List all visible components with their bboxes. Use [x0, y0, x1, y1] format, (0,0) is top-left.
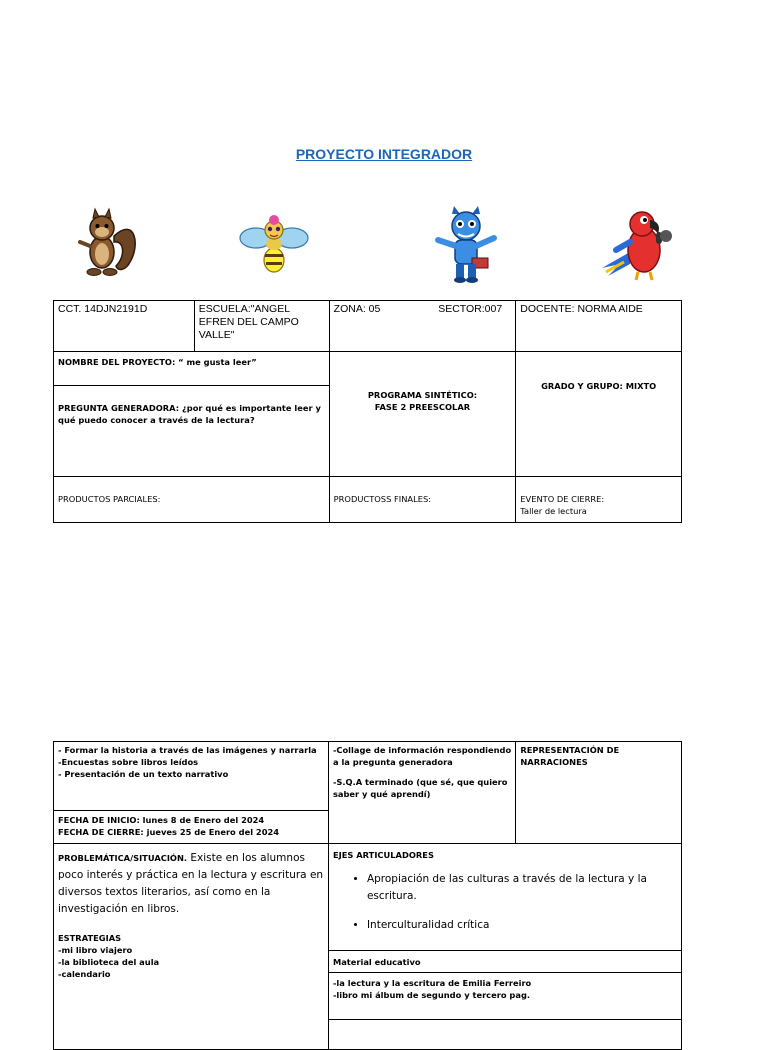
programa-line2: FASE 2 PREESCOLAR [374, 402, 471, 412]
problematica-label: PROBLEMÁTICA/SITUACIÓN. [58, 853, 188, 863]
material-educativo-list [328, 973, 681, 1020]
project-header-table [53, 300, 682, 523]
productos-parciales-list [54, 742, 329, 811]
nombre-proyecto-label: NOMBRE DEL PROYECTO: [58, 357, 176, 367]
list-item: -la lectura y la escritura de Emilia Ferreiro [332, 978, 532, 988]
list-item: -Encuestas sobre libros leídos [58, 757, 199, 767]
evento-cierre-value: Taller de lectura [520, 506, 587, 516]
list-item: -Collage de información respondiendo a la pregunta generadora [332, 745, 512, 767]
list-item: • Apropiación de las culturas a través de la lectura y la escritura. [367, 871, 677, 905]
productos-finales-list [328, 742, 515, 844]
escuela-cell: ESCUELA:"ANGEL EFREN DEL CAMPO VALLE" [194, 301, 329, 352]
bee-icon [238, 210, 310, 276]
productos-finales-cell: PRODUCTOSS FINALES: [329, 477, 516, 523]
programa-line1: PROGRAMA SINTÉTICO: [367, 390, 478, 400]
list-item: - Formar la historia a través de las imágenes y narrarla [58, 745, 317, 755]
docente-cell: DOCENTE: NORMA AIDE [516, 301, 682, 352]
empty-cell [328, 1020, 681, 1050]
blue-monster-icon [434, 206, 498, 284]
list-item: -S.Q.A terminado (que sé, que quiero saber y qué aprendí) [332, 777, 508, 799]
representacion-cell: REPRESENTACIÓN DE NARRACIONES [516, 742, 682, 844]
productos-parciales-cell: PRODUCTOS PARCIALES: [54, 477, 330, 523]
project-details-table [53, 741, 682, 1050]
page-title: PROYECTO INTEGRADOR [295, 146, 473, 162]
fechas-cell [54, 811, 329, 844]
list-item: -la biblioteca del aula [58, 957, 160, 967]
programa-cell [329, 352, 516, 477]
nombre-proyecto-value: “ me gusta leer” [178, 357, 257, 367]
pregunta-generadora-cell: PREGUNTA GENERADORA: ¿por qué es importante leer y qué puedo conocer a través de la lectura? [54, 386, 330, 477]
list-item: - Presentación de un texto narrativo [58, 769, 229, 779]
evento-cierre-label: EVENTO DE CIERRE: [520, 494, 605, 504]
evento-cierre-cell [516, 477, 682, 523]
nombre-proyecto-cell [54, 352, 330, 386]
squirrel-icon [74, 206, 140, 278]
list-item: -mi libro viajero [58, 945, 133, 955]
sector-value: SECTOR:007 [438, 303, 503, 315]
ejes-label: EJES ARTICULADORES [332, 850, 434, 860]
list-item: -libro mi álbum de segundo y tercero pag. [332, 990, 531, 1000]
ejes-articuladores-cell [328, 844, 681, 951]
fecha-inicio: FECHA DE INICIO: lunes 8 de Enero del 2024 [58, 815, 265, 825]
zona-value: ZONA: 05 [333, 303, 381, 315]
problematica-text: Existe en los alumnos poco interés y práctica en la lectura y escritura en diversos textos literarios, así como en la investigación en libros. [58, 852, 324, 915]
zona-sector-cell [329, 301, 516, 352]
material-educativo-label: Material educativo [328, 951, 681, 973]
estrategias-label: ESTRATEGIAS [58, 933, 122, 943]
list-item: • Interculturalidad crítica [367, 917, 677, 934]
list-item: -calendario [58, 969, 111, 979]
fecha-cierre: FECHA DE CIERRE: jueves 25 de Enero del 2024 [58, 827, 280, 837]
parrot-icon [600, 206, 678, 284]
grado-cell: GRADO Y GRUPO: MIXTO [516, 352, 682, 477]
cct-cell: CCT. 14DJN2191D [54, 301, 195, 352]
problematica-cell [54, 844, 329, 1050]
